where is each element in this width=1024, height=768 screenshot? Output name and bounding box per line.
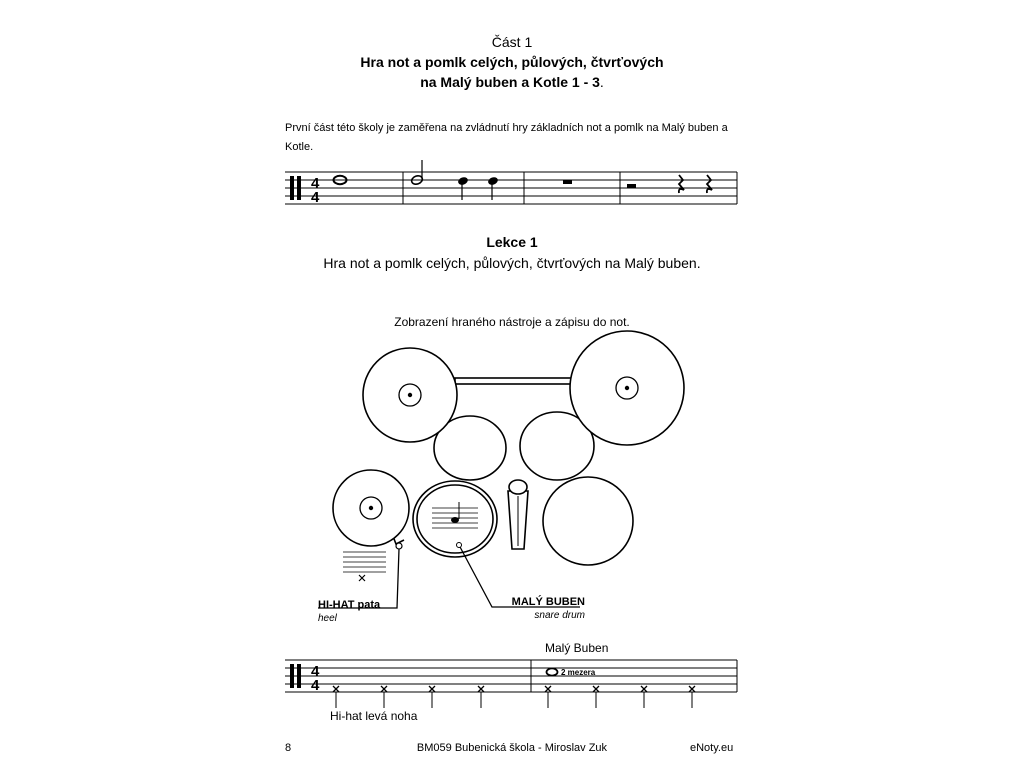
footer-site[interactable]: eNoty.eu — [690, 742, 734, 754]
intro-paragraph: První část této školy je zaměřena na zvládnutí hry základních not a pomlk na Malý buben a Kotle. — [285, 122, 728, 153]
footer-title: BM059 Bubenická škola - Miroslav Zuk — [416, 742, 608, 754]
snare-sublabel: snare drum — [534, 610, 585, 621]
time-signature-bottom: 4 — [311, 677, 320, 694]
whole-note — [547, 668, 558, 675]
percussion-clef-bar-right — [297, 664, 301, 688]
time-signature-top: 4 — [311, 175, 320, 192]
snare-label: MALÝ BUBEN — [511, 596, 585, 608]
part-label: Část 1 — [491, 34, 533, 50]
lesson-subtitle: Hra not a pomlk celých, půlových, čtvrťových na Malý buben. — [323, 255, 701, 271]
time-signature-bottom: 4 — [311, 189, 320, 206]
hihat-x-notes — [333, 686, 695, 692]
part-title-line1: Hra not a pomlk celých, půlových, čtvrťových — [360, 54, 664, 70]
part-title-line2-tail: . — [599, 74, 604, 90]
figure-caption: Zobrazení hraného nástroje a zápisu do not. — [394, 315, 630, 329]
part-title-line2-bold: na Malý buben a Kotle 1 - 3 — [420, 74, 600, 90]
hihat-label: HI-HAT pata — [318, 599, 381, 611]
instrument-label: Malý Buben — [545, 641, 609, 655]
hihat-sublabel: heel — [318, 613, 337, 624]
time-signature-top: 4 — [311, 663, 320, 680]
page-number: 8 — [285, 742, 292, 754]
percussion-clef-bar-left — [290, 664, 294, 688]
hihat-caption: Hi-hat levá noha — [330, 709, 418, 723]
lesson-title: Lekce 1 — [486, 234, 538, 250]
note-position-label: 2 mezera — [561, 668, 596, 677]
